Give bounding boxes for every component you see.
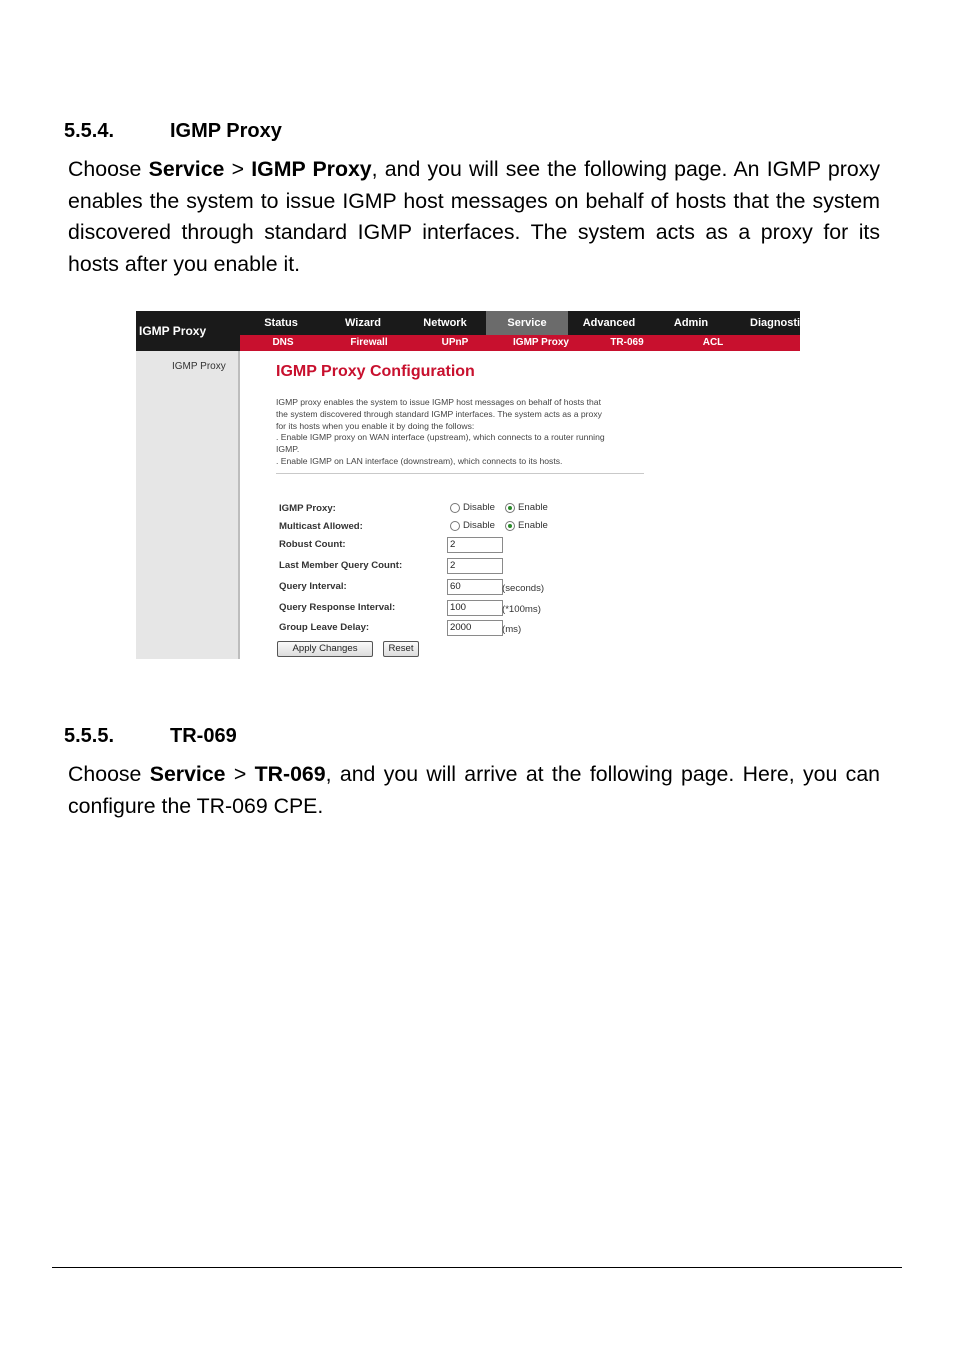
paragraph-igmp-proxy	[68, 154, 880, 280]
para-text: Choose	[68, 157, 149, 181]
section-number: 5.5.5.	[64, 725, 115, 747]
multicast-allowed-row	[279, 519, 779, 537]
top-nav-wizard[interactable]: Wizard	[345, 317, 381, 329]
robust-count-label: Robust Count:	[279, 539, 346, 550]
section-title: TR-069	[170, 725, 237, 747]
para-sep: >	[224, 157, 252, 181]
igmp-proxy-radio-group	[450, 502, 558, 513]
config-panel	[240, 351, 800, 659]
left-sidebar	[136, 351, 240, 659]
para-text: , and you will arrive at the following page. Here, you can configure the TR-069 CPE.	[68, 762, 881, 818]
sub-nav-acl[interactable]: ACL	[702, 337, 724, 348]
apply-changes-button[interactable]: Apply Changes	[277, 641, 373, 657]
multicast-allowed-label: Multicast Allowed:	[279, 521, 363, 532]
sidebar-item-igmp-proxy[interactable]: IGMP Proxy	[172, 361, 226, 372]
brand-label: IGMP Proxy	[136, 311, 240, 351]
para-bold-igmp-proxy: IGMP Proxy	[251, 157, 372, 181]
section-number: 5.5.4.	[64, 120, 115, 142]
top-nav-status[interactable]: Status	[264, 317, 298, 329]
last-member-query-count-label: Last Member Query Count:	[279, 560, 403, 571]
sub-nav-upnp[interactable]: UPnP	[441, 337, 469, 348]
description-line: IGMP proxy enables the system to issue IGMP host messages on behalf of hosts that	[276, 397, 601, 407]
igmp-proxy-label: IGMP Proxy:	[279, 503, 336, 514]
query-interval-row	[279, 579, 779, 597]
description-line: . Enable IGMP on LAN interface (downstream), which connects to its hosts.	[276, 455, 563, 466]
router-screenshot	[136, 311, 807, 659]
last-member-query-count-input[interactable]: 2	[447, 558, 503, 574]
sub-nav-igmp-proxy[interactable]: IGMP Proxy	[513, 337, 569, 348]
footer-rule	[52, 1267, 902, 1268]
group-leave-delay-unit: (ms)	[502, 624, 522, 635]
top-nav-advanced[interactable]: Advanced	[582, 317, 636, 329]
igmp-proxy-enable-option[interactable]	[505, 502, 548, 513]
multicast-enable-option[interactable]	[505, 520, 548, 531]
last-member-query-count-row	[279, 558, 779, 576]
query-response-interval-row	[279, 600, 779, 618]
config-title: IGMP Proxy Configuration	[276, 363, 475, 380]
radio-checked-icon[interactable]	[505, 503, 515, 513]
top-nav-diagnostic[interactable]: Diagnostic	[750, 317, 807, 329]
robust-count-input[interactable]: 2	[447, 537, 503, 553]
description-line: the system discovered through standard IGMP interfaces. The system acts as a proxy	[276, 408, 602, 419]
query-response-interval-unit: (*100ms)	[502, 604, 541, 615]
para-sep: >	[225, 762, 255, 786]
query-response-interval-input[interactable]: 100	[447, 600, 503, 616]
igmp-proxy-disable-option[interactable]	[450, 502, 495, 513]
group-leave-delay-input[interactable]: 2000	[447, 620, 503, 636]
multicast-disable-option[interactable]	[450, 520, 495, 531]
top-nav-network[interactable]: Network	[423, 317, 467, 329]
section-heading-igmp-proxy	[64, 120, 282, 143]
query-interval-input[interactable]: 60	[447, 579, 503, 595]
config-description	[276, 397, 646, 468]
description-line: . Enable IGMP proxy on WAN interface (upstream), which connects to a router running	[276, 432, 605, 443]
igmp-proxy-row	[279, 501, 779, 519]
para-bold-tr069: TR-069	[254, 762, 326, 786]
top-nav-admin[interactable]: Admin	[673, 317, 709, 329]
group-leave-delay-label: Group Leave Delay:	[279, 622, 370, 633]
option-label: Enable	[518, 502, 548, 513]
radio-unchecked-icon[interactable]	[450, 503, 460, 513]
multicast-radio-group	[450, 520, 558, 531]
robust-count-row	[279, 537, 779, 555]
para-text: , and you will see the following page. An IGMP proxy enables the system to issue IGMP host messages on behalf of hosts that the system discovered through standard IGMP interfaces. The system acts as a proxy for its hosts after you enable it.	[68, 157, 880, 276]
sub-nav-dns[interactable]: DNS	[272, 337, 294, 348]
group-leave-delay-row	[279, 620, 779, 638]
query-interval-unit: (seconds)	[502, 583, 545, 594]
para-bold-service: Service	[149, 762, 226, 786]
option-label: Enable	[518, 520, 548, 531]
description-line: IGMP.	[276, 444, 300, 455]
para-bold-service: Service	[148, 157, 225, 181]
sub-nav-tr069[interactable]: TR-069	[610, 337, 644, 348]
sub-nav	[240, 335, 800, 351]
reset-button[interactable]: Reset	[383, 641, 419, 657]
para-text: Choose	[68, 762, 150, 786]
section-title: IGMP Proxy	[170, 120, 282, 142]
section-heading-tr069	[64, 725, 237, 748]
radio-checked-icon[interactable]	[505, 521, 515, 531]
paragraph-tr069	[68, 759, 880, 822]
radio-unchecked-icon[interactable]	[450, 521, 460, 531]
query-response-interval-label: Query Response Interval:	[279, 602, 396, 613]
top-nav-service[interactable]: Service	[486, 311, 568, 335]
sub-nav-firewall[interactable]: Firewall	[350, 337, 388, 348]
divider	[276, 473, 644, 474]
description-line: for its hosts when you enable it by doing the follows:	[276, 420, 475, 431]
option-label: Disable	[463, 502, 495, 513]
query-interval-label: Query Interval:	[279, 581, 347, 592]
option-label: Disable	[463, 520, 495, 531]
top-nav	[240, 311, 807, 335]
